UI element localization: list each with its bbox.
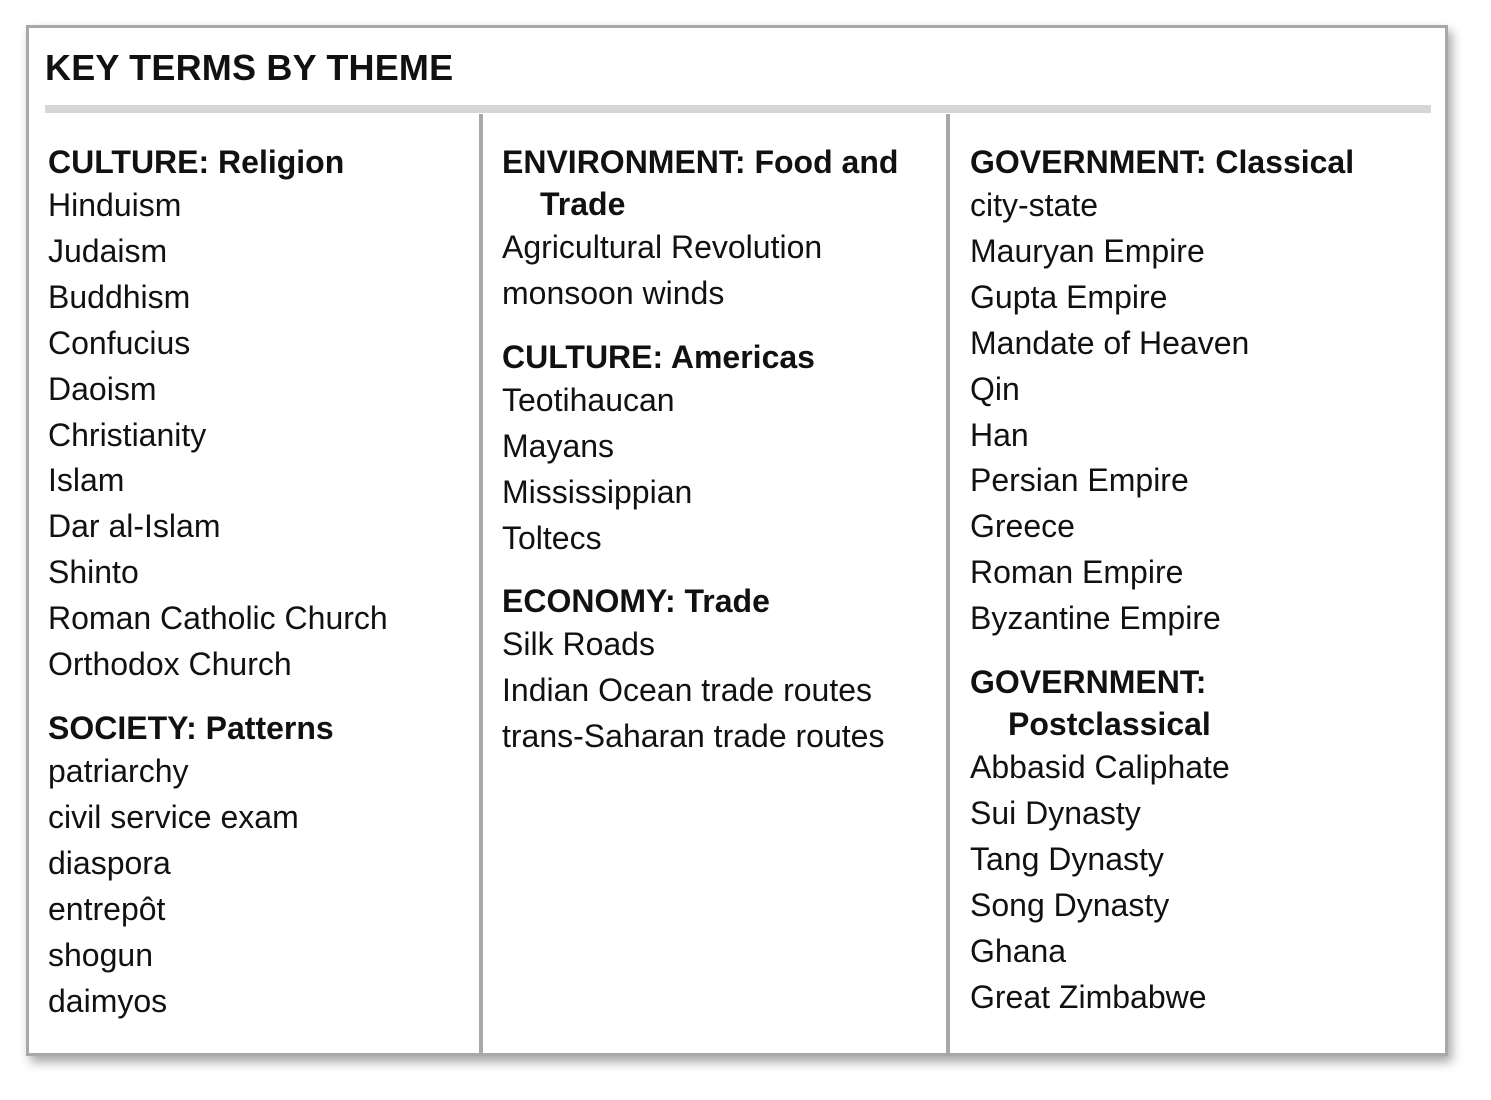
heading-category: CULTURE: (502, 338, 664, 375)
list-item: Toltecs (502, 519, 602, 556)
column-3 (970, 141, 1354, 1040)
list-item: Christianity (48, 416, 207, 453)
section-economy-trade (502, 580, 898, 760)
list-item: Great Zimbabwe (970, 978, 1207, 1015)
list-item: diaspora (48, 844, 171, 881)
list-item: Greece (970, 508, 1075, 545)
box-title: KEY TERMS BY THEME (45, 47, 454, 88)
heading-category: ECONOMY: (502, 583, 676, 620)
list-item: Hinduism (48, 187, 182, 223)
heading-topic: Classical (1215, 144, 1355, 180)
list-item: Dar al-Islam (48, 508, 221, 545)
title-rule (45, 105, 1431, 113)
list-item: Buddhism (48, 278, 191, 315)
list-item: Persian Empire (970, 462, 1189, 499)
list-item: Song Dynasty (970, 886, 1170, 923)
list-item: trans-Saharan trade routes (502, 718, 885, 755)
list-item: monsoon winds (502, 274, 725, 311)
section-heading (502, 580, 898, 622)
heading-topic: Postclassical (1008, 706, 1211, 743)
section-government-classical (970, 141, 1354, 642)
list-item: shogun (48, 936, 153, 973)
section-culture-religion (48, 141, 388, 688)
list-item: Agricultural Revolution (502, 229, 823, 265)
list-item: Confucius (48, 324, 191, 361)
list-item: Qin (970, 370, 1020, 407)
list-item: Han (970, 416, 1029, 453)
list-item: entrepôt (48, 890, 166, 927)
list-item: Tang Dynasty (970, 840, 1164, 877)
list-item: Teotihaucan (502, 381, 675, 418)
list-item: Roman Catholic Church (48, 600, 388, 637)
list-item: Mauryan Empire (970, 232, 1205, 269)
heading-topic-continued: Trade (540, 186, 626, 222)
section-heading (48, 141, 388, 183)
list-item: Daoism (48, 370, 157, 407)
section-government-postclassical (970, 661, 1354, 1020)
section-environment-food-trade (502, 141, 898, 317)
column-divider-2 (946, 114, 950, 1053)
list-item: Islam (48, 462, 125, 499)
list-item: civil service exam (48, 798, 299, 835)
list-item: Orthodox Church (48, 646, 292, 683)
list-item: Indian Ocean trade routes (502, 672, 873, 709)
list-item: Sui Dynasty (970, 794, 1141, 831)
column-1 (48, 141, 388, 1043)
heading-topic: Food and (754, 144, 899, 180)
key-terms-box (26, 25, 1448, 1056)
heading-category: GOVERNMENT: (970, 144, 1207, 180)
heading-topic: Americas (670, 338, 815, 375)
list-item: Mayans (502, 427, 615, 464)
section-heading (502, 336, 898, 378)
heading-topic: Patterns (205, 709, 334, 746)
section-culture-americas (502, 336, 898, 562)
heading-topic: Religion (218, 144, 345, 180)
list-item: Ghana (970, 932, 1067, 969)
section-heading (970, 661, 1354, 745)
list-item: Abbasid Caliphate (970, 749, 1230, 786)
list-item: Gupta Empire (970, 278, 1168, 315)
column-2 (502, 141, 898, 779)
heading-category: GOVERNMENT: (970, 664, 1207, 701)
list-item: Mississippian (502, 473, 693, 510)
section-heading (48, 707, 388, 749)
list-item: daimyos (48, 982, 168, 1019)
list-item: Shinto (48, 554, 139, 591)
list-item: Byzantine Empire (970, 600, 1221, 637)
section-society-patterns (48, 707, 388, 1024)
heading-category: CULTURE: (48, 144, 210, 180)
list-item: Judaism (48, 232, 168, 269)
heading-category: ENVIRONMENT: (502, 144, 746, 180)
list-item: patriarchy (48, 752, 189, 789)
list-item: city-state (970, 187, 1099, 223)
column-divider-1 (479, 114, 483, 1053)
section-heading (970, 141, 1354, 183)
list-item: Silk Roads (502, 626, 655, 663)
list-item: Roman Empire (970, 554, 1184, 591)
section-heading (502, 141, 898, 225)
list-item: Mandate of Heaven (970, 324, 1250, 361)
heading-category: SOCIETY: (48, 709, 197, 746)
heading-topic: Trade (684, 583, 770, 620)
